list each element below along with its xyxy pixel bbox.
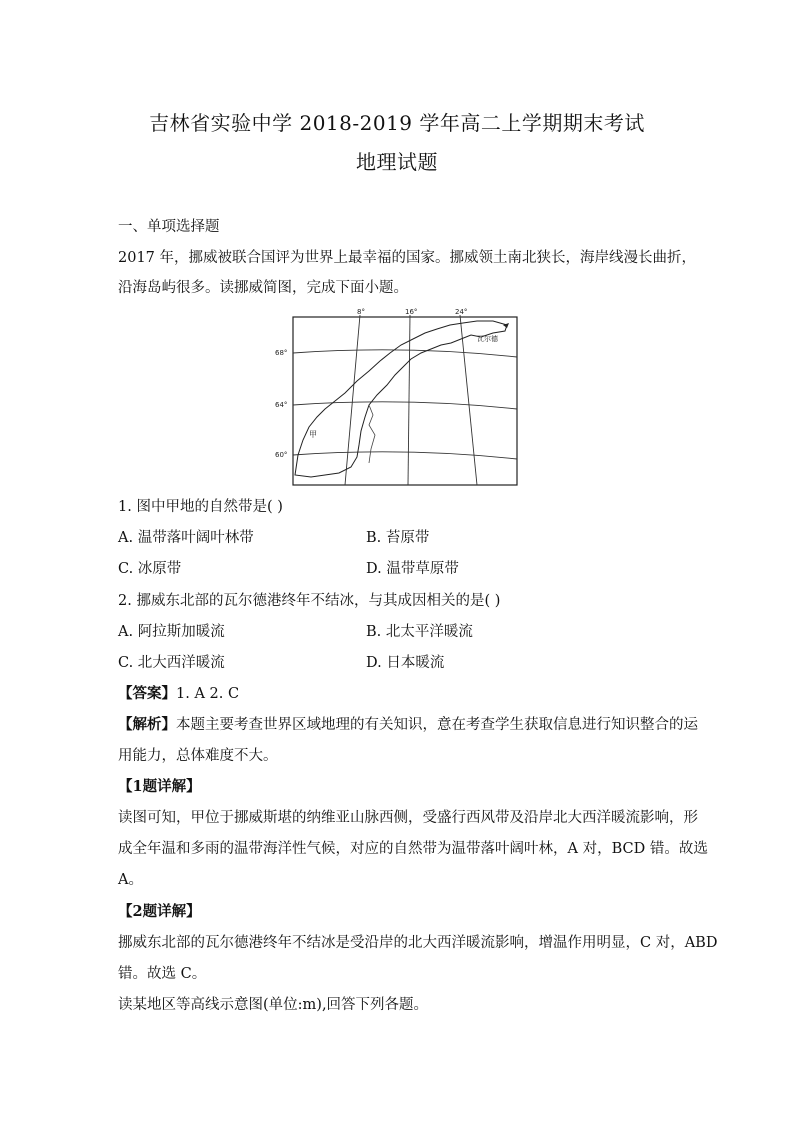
answer-label: 【答案】 <box>118 685 176 702</box>
question-2-option-c[interactable]: C. 北大西洋暖流 <box>118 655 225 671</box>
question-1-option-c[interactable]: C. 冰原带 <box>118 561 182 577</box>
answer-text: 1. A 2. C <box>176 686 240 702</box>
next-question-intro: 读某地区等高线示意图(单位:m),回答下列各题。 <box>118 997 429 1013</box>
detail-2-label: 【2题详解】 <box>118 903 201 920</box>
section-heading: 一、单项选择题 <box>118 219 220 235</box>
border-line <box>369 405 375 463</box>
answer-line <box>118 684 239 704</box>
lat-label-64: 64° <box>275 401 288 409</box>
norway-coastline <box>295 321 507 477</box>
analysis-line-2: 用能力，总体难度不大。 <box>118 748 278 764</box>
detail-1-line-1: 读图可知，甲位于挪威斯堪的纳维亚山脉西侧，受盛行西风带及沿岸北大西洋暖流影响，形 <box>118 810 698 826</box>
detail-1-label: 【1题详解】 <box>118 778 201 795</box>
analysis-label: 【解析】 <box>118 716 176 733</box>
latitude-line-68 <box>293 350 517 357</box>
question-1-option-a[interactable]: A. 温带落叶阔叶林带 <box>118 530 254 546</box>
detail-1-line-2: 成全年温和多雨的温带海洋性气候，对应的自然带为温带落叶阔叶林，A 对，BCD 错。故选 <box>118 841 708 857</box>
analysis-text-1: 本题主要考查世界区域地理的有关知识，意在考查学生获取信息进行知识整合的运 <box>176 717 698 733</box>
longitude-line-8 <box>345 315 360 485</box>
detail-2-line-2: 错。故选 C。 <box>118 966 207 982</box>
page-title: 吉林省实验中学 2018-2019 学年高二上学期期末考试 <box>149 111 645 135</box>
page-subtitle: 地理试题 <box>356 150 438 174</box>
lat-label-68: 68° <box>275 349 288 357</box>
question-2-option-b[interactable]: B. 北太平洋暖流 <box>366 624 473 640</box>
longitude-line-24 <box>460 315 477 485</box>
question-2-option-a[interactable]: A. 阿拉斯加暖流 <box>118 624 225 640</box>
norway-map <box>265 305 525 490</box>
question-1-option-b[interactable]: B. 苔原带 <box>366 530 430 546</box>
point-jia-label: 甲 <box>309 430 317 439</box>
question-1-stem: 1. 图中甲地的自然带是( ) <box>118 499 283 515</box>
lon-label-8: 8° <box>357 308 365 316</box>
vardo-label: 瓦尔德 <box>477 335 498 343</box>
lon-label-24: 24° <box>455 308 468 316</box>
analysis-line-1 <box>118 715 698 735</box>
lon-label-16: 16° <box>405 308 418 316</box>
detail-2-line-1: 挪威东北部的瓦尔德港终年不结冰是受沿岸的北大西洋暖流影响，增温作用明显，C 对，ABD <box>118 935 718 951</box>
question-1-option-d[interactable]: D. 温带草原带 <box>366 561 459 577</box>
intro-line-2: 沿海岛屿很多。读挪威简图，完成下面小题。 <box>118 280 408 296</box>
latitude-line-60 <box>293 452 517 459</box>
question-2-stem: 2. 挪威东北部的瓦尔德港终年不结冰，与其成因相关的是( ) <box>118 593 501 609</box>
detail-1-line-3: A。 <box>118 872 143 888</box>
lat-label-60: 60° <box>275 451 288 459</box>
question-2-option-d[interactable]: D. 日本暖流 <box>366 655 445 671</box>
intro-line-1: 2017 年，挪威被联合国评为世界上最幸福的国家。挪威领土南北狭长，海岸线漫长曲折， <box>118 250 697 266</box>
